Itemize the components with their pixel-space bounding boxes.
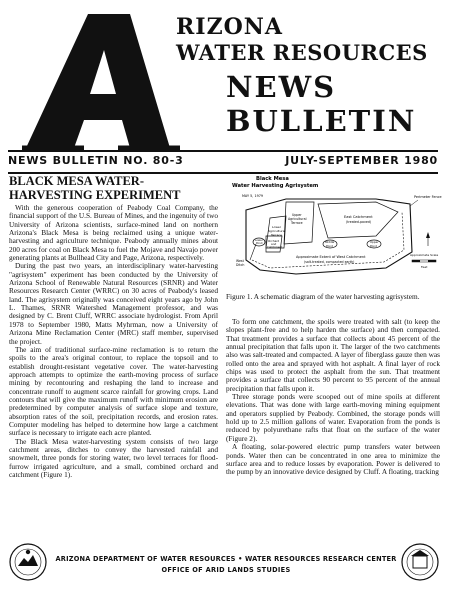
- footer-office: OFFICE OF ARID LANDS STUDIES: [161, 566, 291, 574]
- article-headline: BLACK MESA WATER-HARVESTING EXPERIMENT: [9, 174, 181, 202]
- east-catchment-sublabel: (treated-paved): [346, 220, 372, 224]
- orchard-label: Orchard: [268, 239, 280, 243]
- agrisystem-diagram: [226, 172, 444, 290]
- masthead-bulletin: BULLETIN: [226, 104, 417, 138]
- scale-bar: [428, 260, 436, 262]
- middle-pond-label: Pond: [326, 244, 333, 248]
- article-paragraph: A floating, solar-powered electric pump transfers water between ponds. Water then can be concentrated in one area to minimize the surface area and to reduce losses by evaporation. Power is delivered to the pump by an innovative device designed by Cluff. A floating, tracking: [226, 442, 440, 477]
- north-arrow-icon: [426, 232, 430, 238]
- figure-title-1: Black Mesa: [256, 176, 289, 182]
- article-paragraph: To form one catchment, the spoils were treated with salt (to keep the slopes plant-free and to help harden the surface) and then compacted. That treatment provides a surface that collects about 45 percent of the annual precipitation that falls upon it. The larger of the two catchments also was salt-treated and compacted. A layer of fiberglass gauze then was rolled onto the area and sprayed with hot asphalt. A final layer of rock chips was used to protect the asphalt from the sun. That treatment provides a surface that collects 90 percent to 95 percent of the annual precipitation that falls upon it.: [226, 317, 440, 393]
- university-seal-icon: [400, 542, 440, 582]
- article-right-column: [226, 318, 440, 477]
- upper-terrace-label: Agricultural: [288, 217, 307, 221]
- west-ditch-label: Ditch: [236, 263, 245, 267]
- west-ditch-line: [250, 244, 256, 260]
- orchard-label: and: [271, 242, 277, 246]
- west-catchment-sublabel: (salt-treated, compacted earth): [304, 260, 355, 264]
- issue-number: NEWS BULLETIN NO. 80-3: [8, 154, 184, 167]
- lower-pond-label: Pond: [256, 242, 263, 245]
- lower-terrace-label: Lower: [272, 225, 281, 229]
- orchard-label: Catchment: [267, 245, 283, 249]
- state-seal-icon: [8, 542, 48, 582]
- issue-date: JULY-SEPTEMBER 1980: [285, 154, 438, 167]
- scale-bar: [412, 260, 420, 262]
- figure-date: MAY 5, 1979: [242, 194, 264, 198]
- article-paragraph: The aim of traditional surface-mine reclamation is to return the spoils to the area's original contour, to replace the topsoil and to establish drought-resistant vegetative cover. The water-harvesting approach attempts to optimize the earth-moving process of surface mining by recontouring and reshaping the land to increase and concentrate runoff to augment scarce rainfall for growing crops. Land contours that will give the maximum runoff with minimum erosion are predetermined by computer analysis of surface slope and texture, absorption rates of the soil, precipitation records, and erosion rates. Computer modeling has helped to determine how large a catchment surface is necessary to irrigate each acre planted.: [9, 344, 218, 438]
- lower-terrace-label: Agricultural: [268, 229, 286, 233]
- footer-organizations: ARIZONA DEPARTMENT OF WATER RESOURCES • WATER RESOURCES RESEARCH CENTER: [55, 555, 397, 563]
- lower-pond-label: Lower: [255, 239, 263, 242]
- scale-title: Approximate Scale: [410, 253, 439, 257]
- footer: [0, 542, 450, 590]
- article-paragraph: Three storage ponds were scooped out of mine spoils at different elevations. That was done with large earth-moving mining equipment and operators supplied by Peabody. Combined, the storage ponds will hold up to 2.5 million gallons of water. Evaporation from the ponds is reduced by polyurethane rafts that float on the surface of the water (Figure 2).: [226, 392, 440, 443]
- figure-title-2: Water Harvesting Agrisystem: [232, 183, 319, 189]
- upper-terrace-label: Terrace: [291, 221, 303, 225]
- scale-unit: Feet: [421, 265, 428, 269]
- upper-terrace-label: Upper: [292, 213, 302, 217]
- masthead-arizona: RIZONA: [176, 14, 283, 40]
- figure-caption: Figure 1. A schematic diagram of the water harvesting agrisystem.: [226, 292, 420, 301]
- west-catchment-label: Approximate Extent of West Catchment: [296, 255, 366, 259]
- upper-pond-label: Pond: [370, 244, 377, 248]
- middle-pond-label: Middle: [325, 240, 335, 244]
- large-a-logo-icon: [18, 6, 188, 154]
- article-paragraph: During the past two years, an interdisciplinary water-harvesting "agrisystem" experiment has been conducted by the University of Arizona School of Renewable Natural Resources (SRNR) and Water Resources Research Center (WRRC) on 30 acres of Peabody's leased land. The agrisystem originally was conceived eight years ago by John L. Thames, SRNR Watershed Management professor, and was designed by C. Brent Cluff, WRRC associate hydrologist. From April 1978 to September 1980, Matts Myhrman, now a University of Arizona Mine Reclamation Center (MRC) staff member, supervised the project.: [9, 261, 218, 346]
- east-catchment-label: East Catchment: [344, 215, 373, 219]
- masthead-water-resources: WATER RESOURCES: [176, 40, 428, 65]
- article-left-column: [9, 174, 218, 479]
- article-paragraph: With the generous cooperation of Peabody Coal Company, the financial support of the U.S. Bureau of Mines, and the ingenuity of two University of Arizona scientists, surface-mined land on northern Arizona's Black Mesa is being reclaimed using a unique water-harvesting and agriculture technique. Peabody annually mines about 200 acres for coal on Black Mesa to fuel the Mojave and Navajo power generating plants at Bullhead City and Page, Arizona, respectively.: [9, 203, 218, 263]
- upper-pond-label: Upper: [370, 240, 379, 244]
- issue-bar: [8, 150, 438, 174]
- lower-terrace-label: Terrace: [271, 233, 282, 237]
- perimeter-fence-label: Perimeter Fence: [414, 195, 442, 199]
- masthead-news: NEWS: [226, 70, 337, 104]
- perimeter-fence-arrow: [410, 200, 418, 206]
- west-ditch-label: West: [236, 259, 244, 263]
- article-paragraph: The Black Mesa water-harvesting system consists of two large catchment areas, ditches to convey the harvested rainfall and snowmelt, three ponds for storing water, two level terraces for flood-furrow irrigated agriculture, and a small, combined orchard and catchment (Figure 1).: [9, 436, 218, 479]
